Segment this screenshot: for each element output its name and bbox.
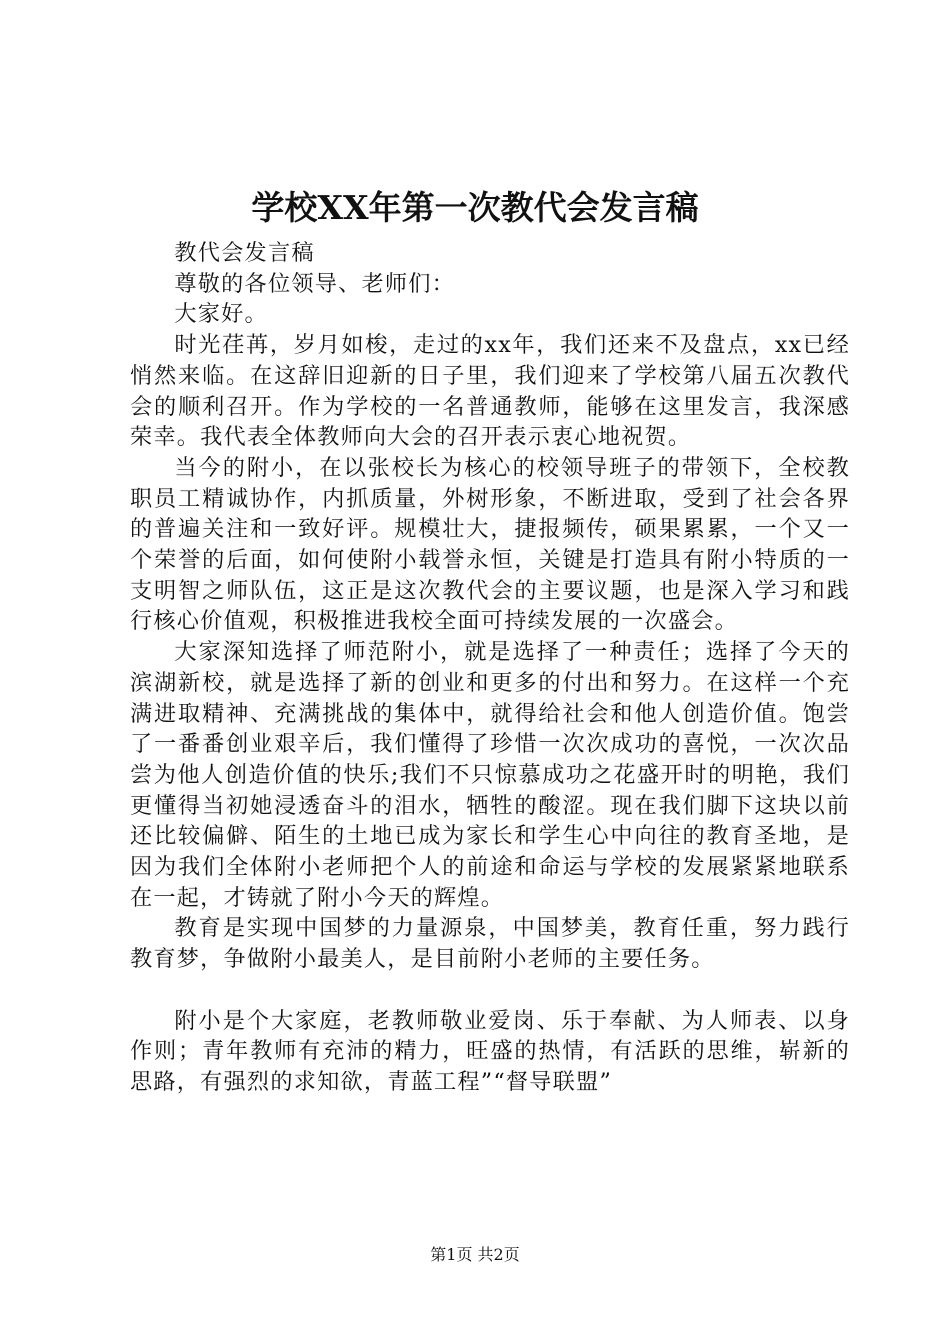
page-number-footer: 第1页 共2页 xyxy=(430,1245,520,1264)
paragraph: 当今的附小，在以张校长为核心的校领导班子的带领下，全校教职员工精诚协作，内抓质量，外树形象，不断进取，受到了社会各界的普遍关注和一致好评。规模壮大，捷报频传，硕果累累，一个又一个荣誉的后面，如何使附小载誉永恒，关键是打造具有附小特质的一支明智之师队伍，这正是这次教代会的主要议题，也是深入学习和践行核心价值观，积极推进我校全面可持续发展的一次盛会。 xyxy=(130,454,850,635)
paragraph: 时光荏苒，岁月如梭，走过的xx年，我们还来不及盘点，xx已经悄然来临。在这辞旧迎新的日子里，我们迎来了学校第八届五次教代会的顺利召开。作为学校的一名普通教师，能够在这里发言，我深感荣幸。我代表全体教师向大会的召开表示衷心地祝贺。 xyxy=(130,332,850,451)
paragraph-salutation: 尊敬的各位领导、老师们： xyxy=(174,270,456,297)
paragraph-heading: 教代会发言稿 xyxy=(174,240,315,266)
paragraph: 教育是实现中国梦的力量源泉，中国梦美，教育任重，努力践行教育梦，争做附小最美人，是目前附小老师的主要任务。 xyxy=(130,915,850,973)
document-title: 学校XX年第一次教代会发言稿 xyxy=(251,188,699,227)
paragraph-greeting: 大家好。 xyxy=(174,301,268,328)
document-body xyxy=(130,238,850,1098)
paragraph: 附小是个大家庭，老教师敬业爱岗、乐于奉献、为人师表、以身作则；青年教师有充沛的精力，旺盛的热情，有活跃的思维，崭新的思路，有强烈的求知欲，青蓝工程”“督导联盟” xyxy=(130,1007,850,1095)
paragraph: 大家深知选择了师范附小，就是选择了一种责任；选择了今天的滨湖新校，就是选择了新的创业和更多的付出和努力。在这样一个充满进取精神、充满挑战的集体中，就得给社会和他人创造价值。饱尝了一番番创业艰辛后，我们懂得了珍惜一次次成功的喜悦，一次次品尝为他人创造价值的快乐;我们不只惊慕成功之花盛开时的明艳，我们更懂得当初她浸透奋斗的泪水，牺牲的酸涩。现在我们脚下这块以前还比较偏僻、陌生的土地已成为家长和学生心中向往的教育圣地，是因为我们全体附小老师把个人的前途和命运与学校的发展紧紧地联系在一起，才铸就了附小今天的辉煌。 xyxy=(130,639,850,911)
